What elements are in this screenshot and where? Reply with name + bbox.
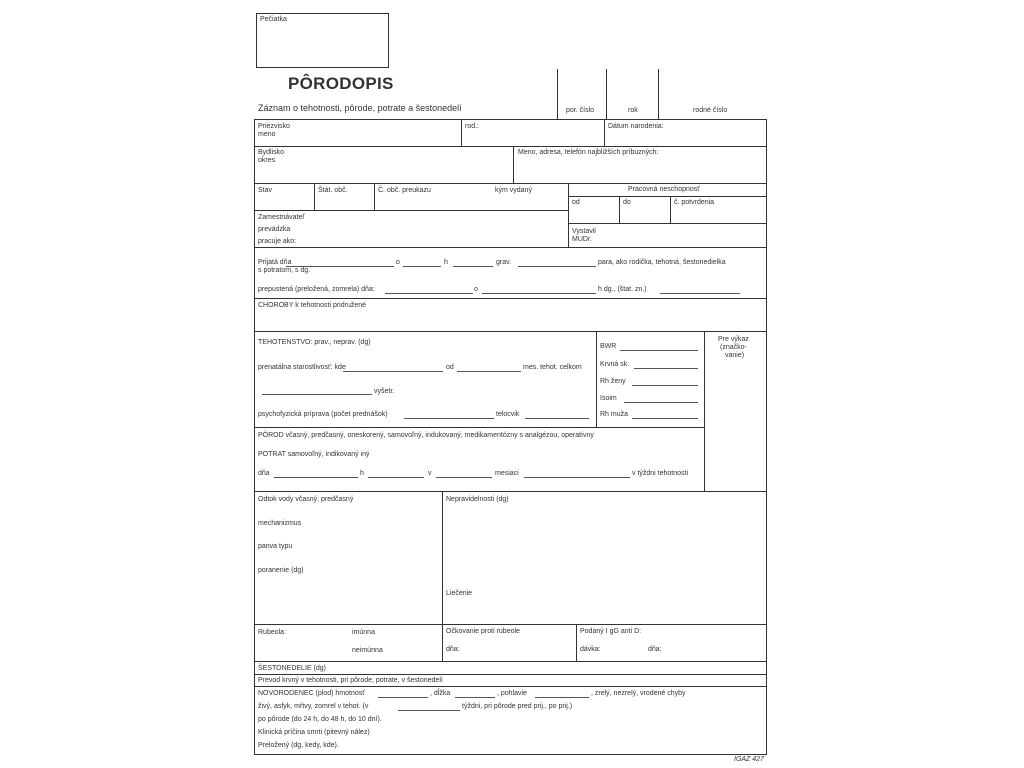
c-potvrdenia-field[interactable]: č. potvrdenia	[674, 199, 715, 206]
porod-dna-label: dňa	[258, 470, 270, 477]
telocvik-input[interactable]	[525, 418, 589, 419]
mudr-field[interactable]: MUDr.	[572, 236, 592, 243]
podany-dna-field[interactable]: dňa:	[648, 646, 662, 653]
choroby-field[interactable]: CHOROBY k tehotnosti pridružené	[258, 302, 367, 309]
isoim-input[interactable]	[624, 402, 698, 403]
datum-narodenia-field[interactable]: Dátum narodenia:	[608, 123, 664, 130]
prepustena-label: prepustená (preložená, zomrela) dňa:	[258, 286, 375, 293]
rh-zeny-input[interactable]	[632, 385, 698, 386]
r3-div-3	[568, 183, 569, 247]
nepravidelnosti-field[interactable]: Nepravidelnosti (dg)	[446, 496, 509, 503]
davka-field[interactable]: dávka:	[580, 646, 601, 653]
prelozeny-field[interactable]: Preložený (dg, kedy, kde).	[258, 742, 339, 749]
isoim-label: Isoim	[600, 395, 617, 402]
form-subtitle: Záznam o tehotnosti, pôrode, potrate a šestonedelí	[258, 103, 462, 113]
prevadzka-label: prevádzka	[258, 226, 291, 233]
c-obc-preukazu-field[interactable]: Č. obč. preukazu	[378, 187, 431, 194]
pn-div-1	[619, 196, 620, 223]
novorodenec-line2-a: živý, asfyk, mŕtvy, zomrel v tehot. (v	[258, 703, 369, 710]
form-title: PÔRODOPIS	[288, 74, 394, 93]
znackovanie-label: (značko-	[720, 344, 747, 351]
novorodenec-line1-c: , pohlavie	[497, 690, 527, 697]
r2-div	[513, 146, 514, 183]
priezvisko-field[interactable]: Priezvisko	[258, 123, 290, 130]
odtok-bottom	[254, 624, 766, 625]
neimunna-option[interactable]: neimúnna	[352, 647, 383, 654]
zamestnavatel-field[interactable]: Zamestnávateľ	[258, 214, 305, 221]
porod-v-input[interactable]	[436, 477, 492, 478]
rok-label: rok	[628, 107, 638, 114]
prijata-h-input[interactable]	[453, 266, 493, 267]
pn-div-2	[670, 196, 671, 223]
r1-div-1	[461, 119, 462, 146]
novorodenec-line1-b: , dĺžka	[430, 690, 451, 697]
novorodenec-line2-b: týždni, pri pôrode pred prij., po prij.)	[462, 703, 573, 710]
liecenie-field[interactable]: Liečenie	[446, 590, 473, 597]
para-text: para, ako rodička, tehotná, šestonedielka	[598, 259, 726, 266]
r1-div-2	[604, 119, 605, 146]
h-dg-label: h dg., (štat. zn.)	[598, 286, 647, 293]
meno-adresa-field[interactable]: Meno, adresa, telefón najbližších príbuzných:	[518, 149, 659, 156]
vysetr-input[interactable]	[262, 394, 372, 395]
prevod-bottom	[254, 686, 766, 687]
mesiaci-label: mesiaci	[495, 470, 519, 477]
ockovanie-label: Očkovanie proti rubeole	[446, 628, 520, 635]
vanie-label: vanie)	[725, 352, 745, 359]
psychofyzicka-label: psychofyzická príprava (počet prednášok)	[258, 411, 388, 418]
prenatalna-kde-input[interactable]	[343, 371, 443, 372]
odtok-div	[442, 491, 443, 624]
prenatalna-od-input[interactable]	[457, 371, 521, 372]
prepustena-o-input[interactable]	[482, 293, 596, 294]
novorodenec-line3: po pôrode (do 24 h, do 48 h, do 10 dní).	[258, 716, 382, 723]
imunna-option[interactable]: imúnna	[352, 629, 375, 636]
novorodenec-line1-a: NOVORODENEC (plod) hmotnosť	[258, 690, 365, 697]
prijata-o-label: o	[396, 259, 400, 266]
grav-input[interactable]	[518, 266, 596, 267]
stav-field[interactable]: Stav	[258, 187, 273, 194]
s-potratom-label: s potratom, s dg.	[258, 267, 311, 274]
krvna-sk-input[interactable]	[634, 368, 698, 369]
pracuje-ako-label: pracuje ako:	[258, 238, 297, 245]
krvna-sk-label: Krvná sk.	[600, 361, 630, 368]
prijata-dna-label: Prijatá dňa	[258, 259, 292, 266]
rubeola-label: Rubeola:	[258, 629, 287, 636]
telocvik-label: telocvik	[496, 411, 520, 418]
rubeola-bottom	[254, 661, 766, 662]
id-divider-3	[658, 69, 659, 119]
porod-label: PÔROD včasný, predčasný, oneskorený, samovoľný, indukovaný, medikamentózny s analgézou, operatívny	[258, 432, 594, 439]
meno-label: meno	[258, 131, 276, 138]
r3-div-2	[374, 183, 375, 210]
pn-od-field[interactable]: od	[572, 199, 580, 206]
kym-vydany-label: kým vydaný	[495, 187, 532, 194]
r3-bottom-left	[254, 210, 568, 211]
rh-zeny-label: Rh ženy	[600, 378, 626, 385]
mesiaci-input[interactable]	[524, 477, 630, 478]
choroby-bottom	[254, 331, 766, 332]
form-code: IGAZ 427	[734, 756, 764, 763]
rubeola-div-1	[442, 624, 443, 661]
mechanizmus-field[interactable]: mechanizmus	[258, 520, 302, 527]
prijata-o-input[interactable]	[403, 266, 441, 267]
bwr-label: BWR	[600, 343, 617, 350]
odtok-label: Odtok vody včasný, predčasný	[258, 496, 354, 503]
prijatie-bottom	[254, 298, 766, 299]
r1-bottom	[254, 146, 766, 147]
potrat-label: POTRAT samovoľný, indikovaný iný	[258, 451, 370, 458]
rod-field[interactable]: rod.:	[465, 123, 480, 130]
novorodenec-line1-d: , zrelý, nezrelý, vrodené chyby	[591, 690, 686, 697]
rubeola-div-2	[576, 624, 577, 661]
rh-muza-input[interactable]	[632, 418, 698, 419]
prepustena-dna-input[interactable]	[385, 293, 473, 294]
pracovna-neschopnost-label: Pracovná neschopnosť	[628, 186, 700, 193]
id-divider-1	[557, 69, 558, 119]
vysetr-label: vyšetr.	[374, 388, 395, 395]
vykaz-div	[704, 331, 705, 491]
psychofyzicka-input[interactable]	[404, 418, 494, 419]
sestonedelie-field[interactable]: ŠESTONEDELIE (dg)	[258, 665, 326, 672]
dlzka-input[interactable]	[455, 697, 495, 698]
r3-bottom-right	[568, 223, 766, 224]
hmotnost-input[interactable]	[378, 697, 428, 698]
bwr-input[interactable]	[620, 350, 698, 351]
pohlavie-input[interactable]	[535, 697, 589, 698]
teh-bottom	[254, 427, 704, 428]
prepustena-o-label: o	[474, 286, 478, 293]
stat-obc-field[interactable]: Štát. obč.	[318, 187, 348, 194]
porod-bottom	[254, 491, 766, 492]
porod-h-input[interactable]	[368, 477, 424, 478]
pn-subline	[568, 196, 766, 197]
stamp-label: Pečiatka	[260, 16, 287, 23]
podany-label: Podaný I gG anti D:	[580, 628, 642, 635]
poranenie-field[interactable]: poranenie (dg)	[258, 567, 304, 574]
r3-div-1	[314, 183, 315, 210]
prijata-h-label: h	[444, 259, 448, 266]
bydlisko-field[interactable]: Bydlisko	[258, 149, 285, 156]
teh-div-1	[596, 331, 597, 427]
ockovanie-dna-field[interactable]: dňa:	[446, 646, 460, 653]
porod-v-label: v	[428, 470, 432, 477]
pn-do-field[interactable]: do	[623, 199, 631, 206]
porod-dna-input[interactable]	[274, 477, 358, 478]
prevod-krvny-field[interactable]: Prevod krvný v tehotnosti, pri pôrode, potrate, v šestonedelí	[258, 677, 443, 684]
porod-h-label: h	[360, 470, 364, 477]
panva-field[interactable]: panva typu	[258, 543, 293, 550]
r4-bottom	[254, 247, 766, 248]
prenatalna-label: prenatálna starostlivosť: kde	[258, 364, 346, 371]
sestonedelie-bottom	[254, 674, 766, 675]
vystavil-label: Vystavil	[572, 228, 596, 235]
r2-bottom	[254, 183, 766, 184]
pre-vykaz-label: Pre výkaz	[718, 336, 749, 343]
por-cislo-label: por. číslo	[566, 107, 595, 114]
prenatalna-od-label: od	[446, 364, 454, 371]
tehotenstvo-label: TEHOTENSTVO: prav., neprav. (dg)	[258, 339, 371, 346]
id-divider-2	[606, 69, 607, 119]
mes-tehot-label: mes. tehot. celkom	[523, 364, 582, 371]
stat-zn-input[interactable]	[660, 293, 740, 294]
rodne-cislo-label: rodné číslo	[693, 107, 728, 114]
rh-muza-label: Rh muža	[600, 411, 629, 418]
v-tyzdni-label: v týždni tehotnosti	[632, 470, 689, 477]
klinicka-pricina-field[interactable]: Klinická príčina smrti (pitevný nález)	[258, 729, 370, 736]
tyzden-input[interactable]	[398, 710, 460, 711]
okres-label: okres	[258, 157, 276, 164]
grav-label: grav.	[496, 259, 512, 266]
